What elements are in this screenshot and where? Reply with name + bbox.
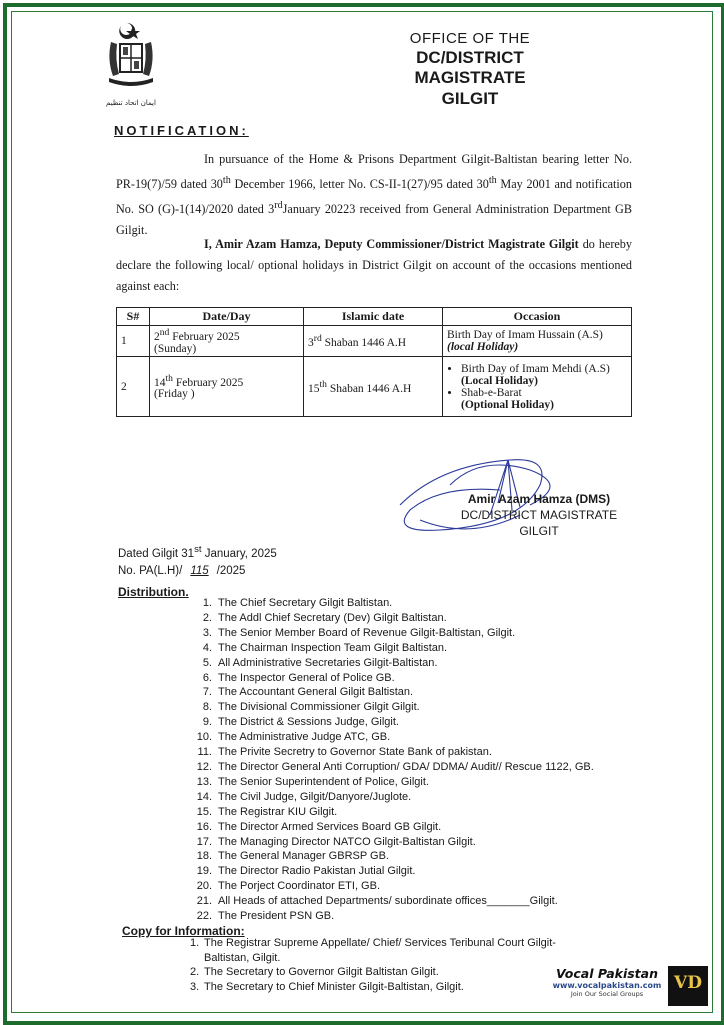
copy-list: [190, 936, 590, 994]
paragraph-declaration: I, Amir Azam Hamza, Deputy Commissioner/District Magistrate Gilgit do hereby declare the following local/ optional holidays in District Gilgit on account of the occasions mentioned against each:: [116, 237, 632, 293]
copy-heading: Copy for Information:: [122, 924, 245, 938]
list-item: • Birth Day of Imam Mehdi (A.S) (Local Holiday): [461, 363, 627, 387]
list-item: 15. The Registrar KIU Gilgit.: [196, 805, 338, 818]
list-item: 3. The Secretary to Chief Minister Gilgit-Baltistan, Gilgit.: [190, 980, 464, 993]
list-item: 16. The Director Armed Services Board GB Gilgit.: [196, 820, 442, 833]
government-emblem: [103, 20, 159, 107]
list-item: 22. The President PSN GB.: [196, 910, 335, 923]
col-header-date: Date/Day: [150, 308, 304, 326]
vd-logo: VD: [668, 966, 708, 1006]
signatory-title: DC/DISTRICT MAGISTRATE: [460, 508, 618, 522]
list-item: 6. The Inspector General of Police GB.: [202, 671, 395, 684]
dated-block: [118, 541, 277, 580]
notification-title: NOTIFICATION:: [114, 123, 249, 138]
list-item: • Shab-e-Barat (Optional Holiday): [461, 387, 627, 411]
list-item: 5. All Administrative Secretaries Gilgit-Baltistan.: [202, 656, 438, 669]
list-item: 9. The District & Sessions Judge, Gilgit.: [202, 716, 399, 729]
list-item: 1. The Chief Secretary Gilgit Baltistan.: [202, 597, 393, 609]
list-item: 8. The Divisional Commissioner Gilgit Gilgit.: [202, 701, 420, 714]
paragraph-reference: In pursuance of the Home & Prisons Department Gilgit-Baltistan bearing letter No. PR-19(7)/59 dated 30th December 1966, letter No. CS-II-1(27)/95 dated 30th May 2001 and notification No. SO (G)-1(14)/2020 dated 3rdJanuary 20223 received from General Administration Department GB Gilgit.: [116, 152, 632, 238]
col-header-occasion: Occasion: [443, 308, 632, 326]
col-header-sn: S#: [117, 308, 150, 326]
watermark-join: Join Our Social Groups: [570, 990, 644, 998]
list-item: 18. The General Manager GBRSP GB.: [196, 850, 389, 863]
table-row: 2 14th February 2025 (Friday ) 15th Shaban 1446 A.H • Birth Day of Imam Mehdi (A.S) (Local Holiday) • Shab-e-Barat (Optional Holiday): [117, 357, 632, 417]
reference-number: No. PA(L.H)/ 115 /2025: [118, 564, 246, 577]
list-item: 17. The Managing Director NATCO Gilgit-Baltistan Gilgit.: [196, 835, 476, 848]
list-item: 12. The Director General Anti Corruption/ GDA/ DDMA/ Audit// Rescue 1122, GB.: [196, 760, 594, 773]
list-item: 2. The Secretary to Governor Gilgit Baltistan Gilgit.: [190, 966, 439, 978]
signatory-place: GILGIT: [519, 524, 559, 538]
list-item: 11. The Privite Secretry to Governor State Bank of pakistan.: [197, 746, 492, 759]
list-item: 19. The Director Radio Pakistan Jutial Gilgit.: [196, 865, 416, 878]
table-row: 1 2nd February 2025 (Sunday) 3rd Shaban 1446 A.H Birth Day of Imam Hussain (A.S) (local Holiday): [117, 326, 632, 357]
list-item: 10. The Administrative Judge ATC, GB.: [196, 731, 391, 744]
watermark-url: www.vocalpakistan.com: [552, 981, 662, 990]
list-item: 21. All Heads of attached Departments/ subordinate offices_______Gilgit.: [196, 895, 558, 908]
office-line-1: OFFICE OF THE: [409, 30, 531, 47]
list-item: 4. The Chairman Inspection Team Gilgit Baltistan.: [202, 641, 448, 654]
holidays-table: [116, 307, 632, 417]
emblem-icon: [103, 20, 159, 100]
office-line-3: GILGIT: [441, 89, 499, 108]
dated-line: Dated Gilgit 31st January, 2025: [118, 544, 277, 560]
distribution-heading: Distribution.: [118, 585, 189, 599]
office-header: [370, 30, 570, 109]
signature-block: [454, 491, 624, 539]
signatory-name: Amir Azam Hamza (DMS): [467, 492, 611, 506]
list-item: 1. The Registrar Supreme Appellate/ Chief/ Services Teribunal Court Gilgit-Baltistan, Gilgit.: [190, 937, 556, 964]
emblem-caption: ایمان اتحاد تنظیم: [106, 99, 156, 107]
watermark-badge: [548, 966, 666, 1006]
list-item: 7. The Accountant General Gilgit Baltistan.: [202, 686, 414, 699]
col-header-islamic: Islamic date: [304, 308, 443, 326]
list-item: 3. The Senior Member Board of Revenue Gilgit-Baltistan, Gilgit.: [202, 626, 516, 639]
watermark-brand: Vocal Pakistan: [556, 966, 658, 981]
distribution-list: [190, 596, 594, 924]
office-line-2: DC/DISTRICT MAGISTRATE: [414, 48, 526, 87]
list-item: 13. The Senior Superintendent of Police, Gilgit.: [196, 775, 429, 788]
list-item: 20. The Porject Coordinator ETI, GB.: [196, 880, 381, 893]
list-item: 14. The Civil Judge, Gilgit/Danyore/Juglote.: [196, 790, 412, 803]
list-item: 2. The Addl Chief Secretary (Dev) Gilgit Baltistan.: [202, 611, 447, 624]
